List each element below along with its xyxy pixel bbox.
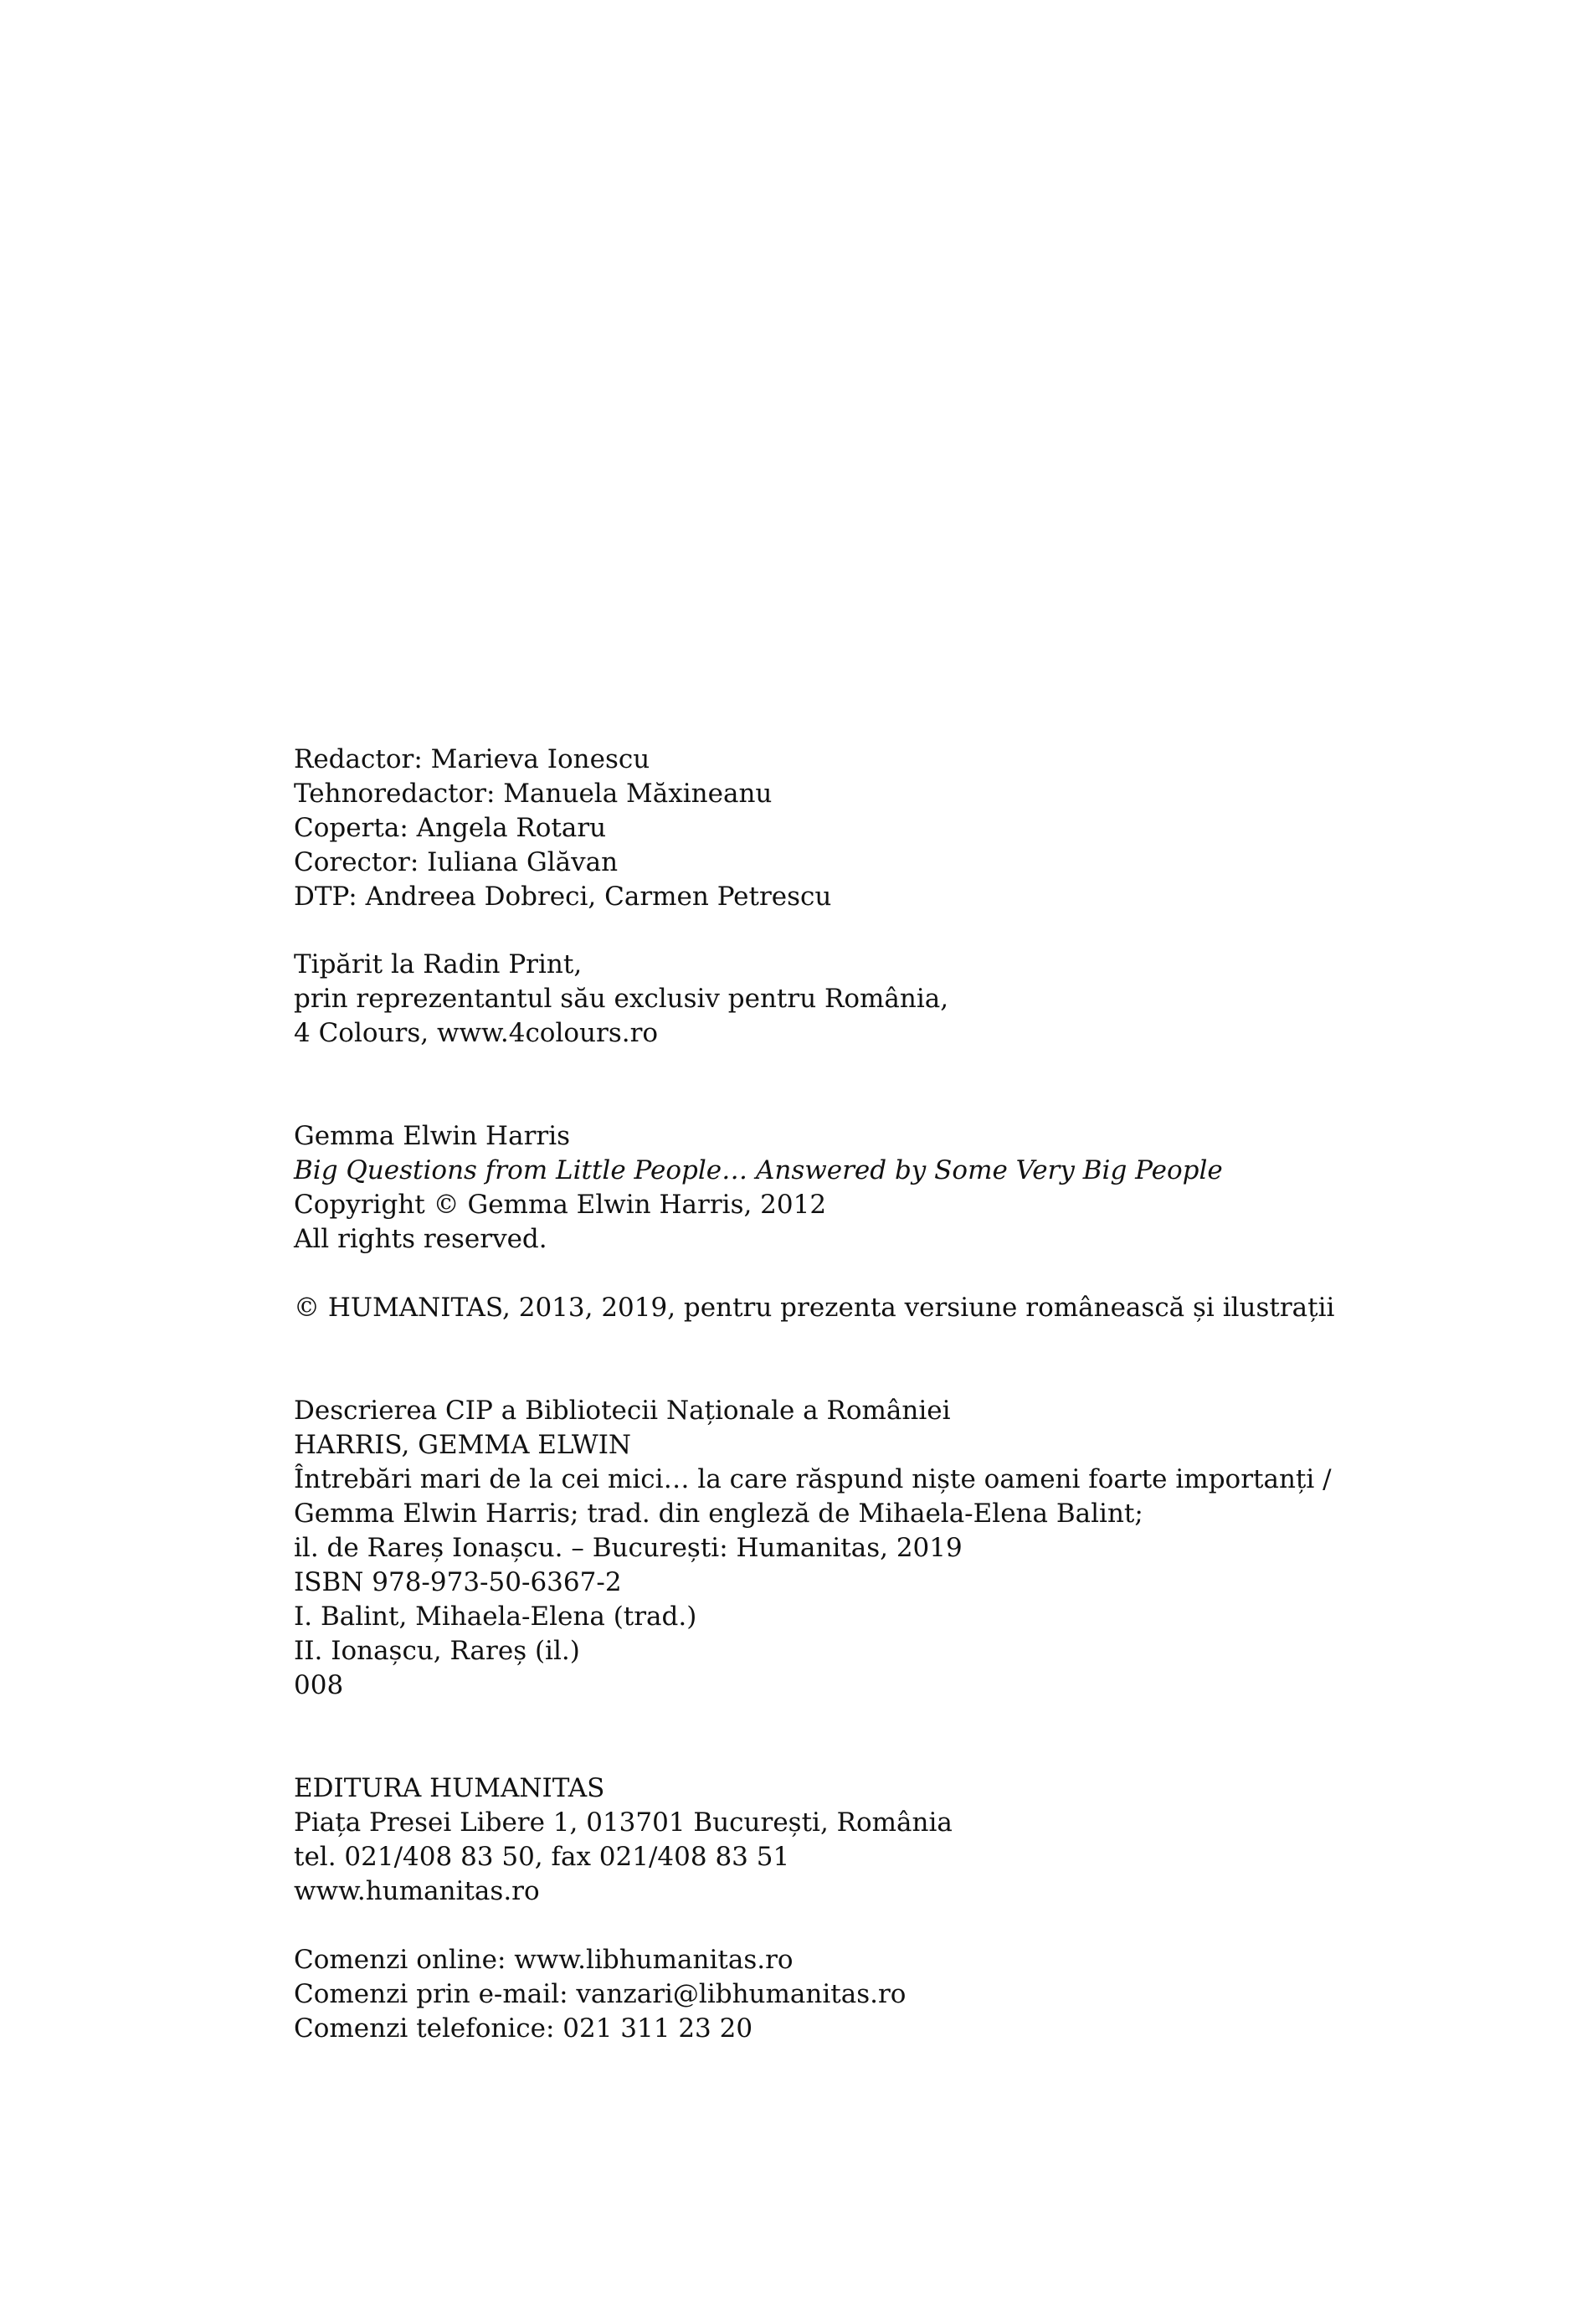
romanian-rights-line: © HUMANITAS, 2013, 2019, pentru prezenta versiune românească și ilustrații — [294, 1293, 1335, 1323]
orders-online: Comenzi online: www.libhumanitas.ro — [294, 1945, 794, 1975]
original-author: Gemma Elwin Harris — [294, 1121, 571, 1151]
orders-block — [294, 1943, 1482, 2046]
original-rights: All rights reserved. — [294, 1224, 547, 1254]
credits-block — [294, 743, 1482, 914]
orders-email: Comenzi prin e-mail: vanzari@libhumanitas.ro — [294, 1979, 907, 2009]
publisher-address: Piața Presei Libere 1, 013701 București, România — [294, 1807, 953, 1838]
cip-entry-translator: I. Balint, Mihaela-Elena (trad.) — [294, 1602, 697, 1632]
cip-author: HARRIS, GEMMA ELWIN — [294, 1430, 632, 1460]
publisher-website: www.humanitas.ro — [294, 1876, 540, 1906]
cip-classification: 008 — [294, 1670, 344, 1700]
cip-title-line-3: il. de Rareș Ionașcu. – București: Humanitas, 2019 — [294, 1533, 963, 1563]
printing-block — [294, 948, 1482, 1051]
original-edition-block — [294, 1119, 1482, 1257]
dtp-credit: DTP: Andreea Dobreci, Carmen Petrescu — [294, 882, 832, 912]
cip-title-line-1: Întrebări mari de la cei mici… la care răspund niște oameni foarte importanți / — [294, 1464, 1332, 1494]
publisher-name: EDITURA HUMANITAS — [294, 1773, 605, 1803]
cip-heading: Descrierea CIP a Bibliotecii Naționale a României — [294, 1396, 951, 1426]
cip-block — [294, 1394, 1482, 1703]
orders-phone: Comenzi telefonice: 021 311 23 20 — [294, 2013, 753, 2044]
proofreader-credit: Corector: Iuliana Glăvan — [294, 847, 619, 877]
original-copyright: Copyright © Gemma Elwin Harris, 2012 — [294, 1190, 827, 1220]
printer-contact-line: 4 Colours, www.4colours.ro — [294, 1018, 659, 1048]
editor-credit: Redactor: Marieva Ionescu — [294, 744, 650, 774]
cip-isbn: ISBN 978-973-50-6367-2 — [294, 1567, 622, 1597]
printer-line: Tipărit la Radin Print, — [294, 949, 583, 979]
cover-credit: Coperta: Angela Rotaru — [294, 813, 607, 843]
original-title: Big Questions from Little People… Answered by Some Very Big People — [294, 1155, 1223, 1185]
publisher-phone: tel. 021/408 83 50, fax 021/408 83 51 — [294, 1842, 790, 1872]
cip-entry-illustrator: II. Ionașcu, Rareș (il.) — [294, 1636, 580, 1666]
colophon-text — [294, 743, 1482, 2046]
romanian-rights-block — [294, 1291, 1482, 1325]
printer-representative-line: prin reprezentantul său exclusiv pentru România, — [294, 984, 949, 1014]
tech-editor-credit: Tehnoredactor: Manuela Măxineanu — [294, 779, 773, 809]
publisher-block — [294, 1771, 1482, 1909]
cip-title-line-2: Gemma Elwin Harris; trad. din engleză de Mihaela-Elena Balint; — [294, 1499, 1143, 1529]
